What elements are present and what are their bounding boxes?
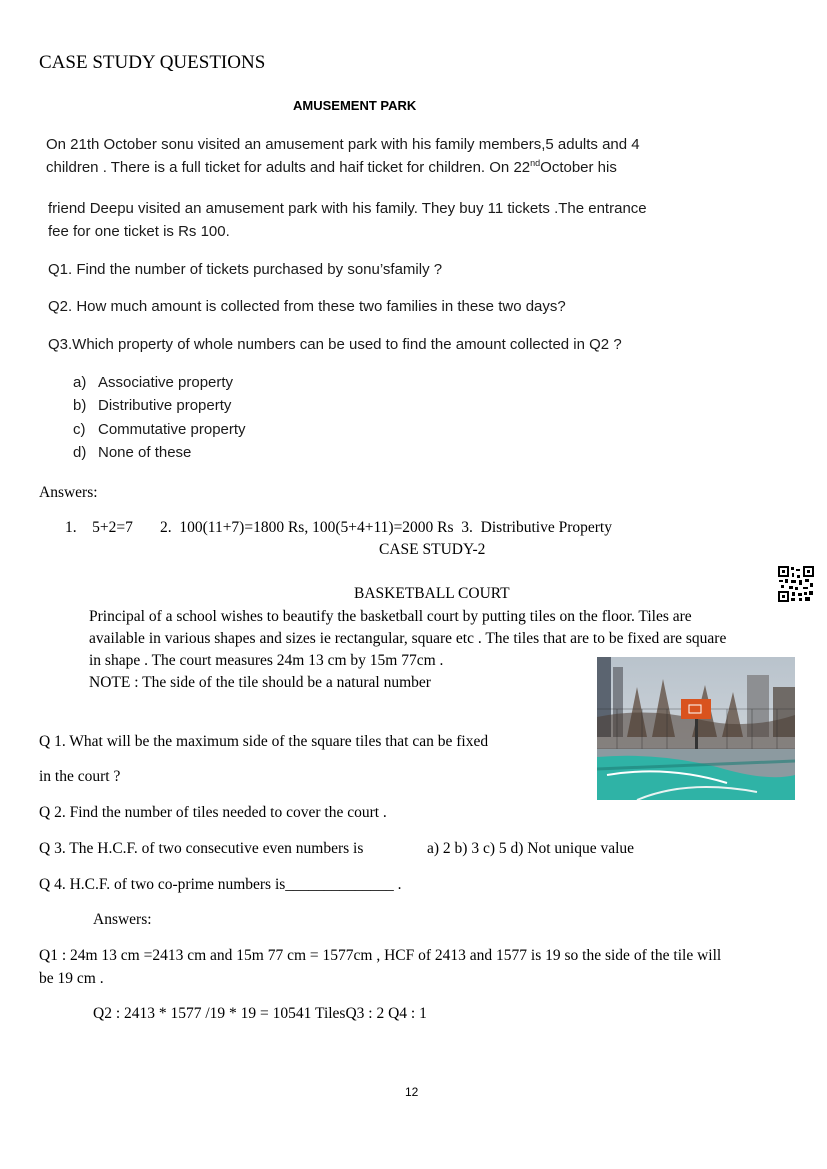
case2-question-2: Q 2. Find the number of tiles needed to cover the court . (39, 804, 387, 821)
case1-answers-label: Answers: (39, 484, 98, 501)
option-text: Distributive property (98, 397, 232, 414)
case2-answers-2-4: Q2 : 2413 * 1577 /19 * 19 = 10541 TilesQ3 : 2 Q4 : 1 (93, 1005, 427, 1022)
page-title: CASE STUDY QUESTIONS (39, 52, 266, 73)
case2-note: NOTE : The side of the tile should be a natural number (89, 674, 431, 691)
basketball-court-photo (597, 657, 795, 800)
case2-question-4: Q 4. H.C.F. of two co-prime numbers is______________ . (39, 876, 402, 893)
case1-question-3: Q3.Which property of whole numbers can be used to find the amount collected in Q2 ? (48, 336, 622, 353)
case1-para2-line1: friend Deepu visited an amusement park with his family. They buy 11 tickets .The entrance (48, 200, 647, 217)
option-letter: a) (73, 374, 87, 391)
case2-para-line: in shape . The court measures 24m 13 cm by 15m 77cm . (89, 652, 444, 669)
case1-answers: 1. 5+2=7 2. 100(11+7)=1800 Rs, 100(5+4+11)=2000 Rs 3. Distributive Property (65, 519, 612, 536)
case1-para2-line2: fee for one ticket is Rs 100. (48, 223, 230, 240)
case1-question-2: Q2. How much amount is collected from these two families in these two days? (48, 298, 566, 315)
case2-question-1: Q 1. What will be the maximum side of the square tiles that can be fixed (39, 733, 489, 750)
case2-question-1-cont: in the court ? (39, 768, 121, 785)
option-letter: c) (73, 421, 86, 438)
case1-para1-line2: children . There is a full ticket for adults and haif ticket for children. On 22ndOctober his (46, 158, 617, 176)
case2-title: CASE STUDY-2 (379, 541, 486, 558)
case2-answer-1-cont: be 19 cm . (39, 970, 104, 987)
page-number: 12 (405, 1085, 419, 1099)
case2-answer-1: Q1 : 24m 13 cm =2413 cm and 15m 77 cm = 1577cm , HCF of 2413 and 1577 is 19 so the side of the tile will (39, 947, 722, 964)
option-text: Commutative property (98, 421, 246, 438)
option-letter: d) (73, 444, 87, 461)
case1-heading: AMUSEMENT PARK (293, 98, 417, 113)
option-letter: b) (73, 397, 87, 414)
case2-para-line: Principal of a school wishes to beautify the basketball court by putting tiles on the floor. Tiles are (89, 608, 692, 625)
option-text: Associative property (98, 374, 234, 391)
option-text: None of these (98, 444, 192, 461)
case2-question-3: Q 3. The H.C.F. of two consecutive even numbers is (39, 840, 364, 857)
case2-question-3-options: a) 2 b) 3 c) 5 d) Not unique value (427, 840, 635, 857)
qr-code (777, 565, 815, 603)
case1-question-1: Q1. Find the number of tickets purchased by sonu’sfamily ? (48, 261, 443, 278)
case2-heading: BASKETBALL COURT (354, 585, 510, 602)
case2-answers-label: Answers: (93, 911, 152, 928)
case1-para1-line1: On 21th October sonu visited an amusement park with his family members,5 adults and 4 (46, 136, 640, 153)
case2-para-line: available in various shapes and sizes ie rectangular, square etc . The tiles that are to be fixed are square (89, 630, 727, 647)
